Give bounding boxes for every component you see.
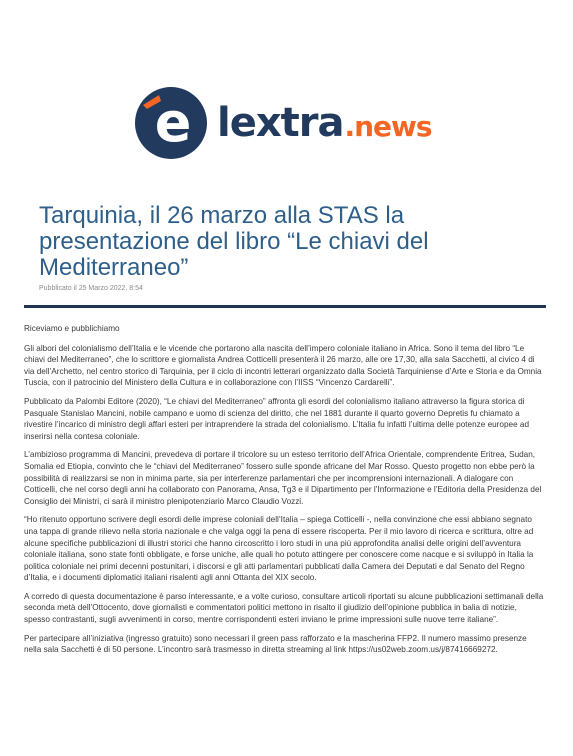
site-logo[interactable] — [133, 82, 463, 164]
article-title: Tarquinia, il 26 marzo alla STAS la presentazione del libro “Le chiavi del Mediterraneo” — [39, 202, 429, 281]
article-paragraph: L’ambizioso programma di Mancini, prevedeva di portare il tricolore su un esteso territorio dell’Africa Orientale, comprendente Eritrea, Sudan, Somalia ed Etiopia, convinto che le “chiavi del Mediterraneo” fossero sulle sponde africane del Mar Rosso. Questo progetto non ebbe però la possibilità di realizzarsi se non in minima parte, sia per interferenze parlamentari che per incomprensioni internazionali. A dialogare con Cotticelli, che nel corso degli anni ha collaborato con Panorama, Ansa, Tg3 e il Dipartimento per l’Informazione e l’Editoria della Presidenza del Consiglio dei Ministri, ci sarà il ministro plenipotenziario Marco Claudio Vozzi. — [24, 450, 542, 506]
article-paragraph: Per partecipare all’iniziativa (ingresso gratuito) sono necessari il green pass rafforzato e la mascherina FFP2. Il numero massimo presenze nella sala Sacchetti è di 50 persone. L’incontro sarà trasmesso in diretta streaming al link https://us02web.zoom.us/j/87416669272. — [24, 633, 527, 655]
logo-wordmark — [217, 100, 432, 146]
article-lead: Riceviamo e pubblichiamo — [24, 324, 120, 333]
logo-tld: .news — [344, 110, 432, 143]
article-paragraph: “Ho ritenuto opportuno scrivere degli esordi delle imprese coloniali dell’Italia – spiega Cotticelli -, nella convinzione che essi abbiano segnato una tappa di grande rilievo nella storia nazionale e che valga oggi la pena di essere riscoperta. Per il mio lavoro di ricerca e scrittura, oltre ad alcune specifiche pubblicazioni di illustri storici che hanno circoscritto i loro studi in una più approfondita analisi delle origini dell’avventura coloniale italiana, sono state fonti obbligate, e forse uniche, alle quali ho potuto attingere per conoscere come nacque e si sviluppò in Italia la politica coloniale nei primi decenni postunitari, i discorsi e gli atti parlamentari pubblicati dalla Camera dei Deputati e dal Senato del Regno d’Italia, e i documenti diplomatici italiani risalenti agli anni Ottanta del XIX secolo. — [24, 515, 534, 583]
article-publish-date: Pubblicato il 25 Marzo 2022, 8:54 — [39, 285, 143, 292]
logo-e-icon — [133, 85, 209, 161]
header-divider — [24, 305, 546, 308]
article-body — [24, 323, 544, 663]
logo-letter: e — [154, 91, 192, 154]
article-paragraph: Gli albori del colonialismo dell’Italia e le vicende che portarono alla nascita dell’impero coloniale italiano in Africa. Sono il tema del libro “Le chiavi del Mediterraneo”, che lo scrittore e giornalista Andrea Cotticelli presenterà il 26 marzo, alle ore 17,30, alla sala Sacchetti, al civico 4 di via dell’Archetto, nel centro storico di Tarquinia, per il ciclo di incontri letterari organizzato dalla Società Tarquiniense d’Arte e Storia e da Omnia Tuscia, con il patrocinio del Ministero della Cultura e in collaborazione con l’IISS “Vincenzo Cardarelli”. — [24, 343, 542, 388]
article-paragraph: A corredo di questa documentazione è parso interessante, e a volte curioso, consultare articoli riportati su alcune pubblicazioni settimanali della seconda metà dell’Ottocento, dove giornalisti e commentatori politici mettono in risalto il giudizio dell’opinione pubblica in balia di notizie, spesso contrastanti, sugli avvenimenti in corso, mentre corrispondenti esteri inviano le prime impressioni sulle nuove terre italiane”. — [24, 591, 544, 625]
logo-brand: lextra — [217, 100, 344, 146]
article-paragraph: Pubblicato da Palombi Editore (2020), “Le chiavi del Mediterraneo” affronta gli esordi del colonialismo italiano attraverso la figura storica di Pasquale Stanislao Mancini, nobile campano e uomo di scienza del diritto, che nel 1881 durante il quarto governo Depretis fu chiamato a rivestire l’incarico di ministro degli affari esteri per intraprendere la strada del colonialismo. L’Italia fu infatti l’ultima delle potenze europee ad inserirsi nella contesa coloniale. — [24, 396, 530, 441]
